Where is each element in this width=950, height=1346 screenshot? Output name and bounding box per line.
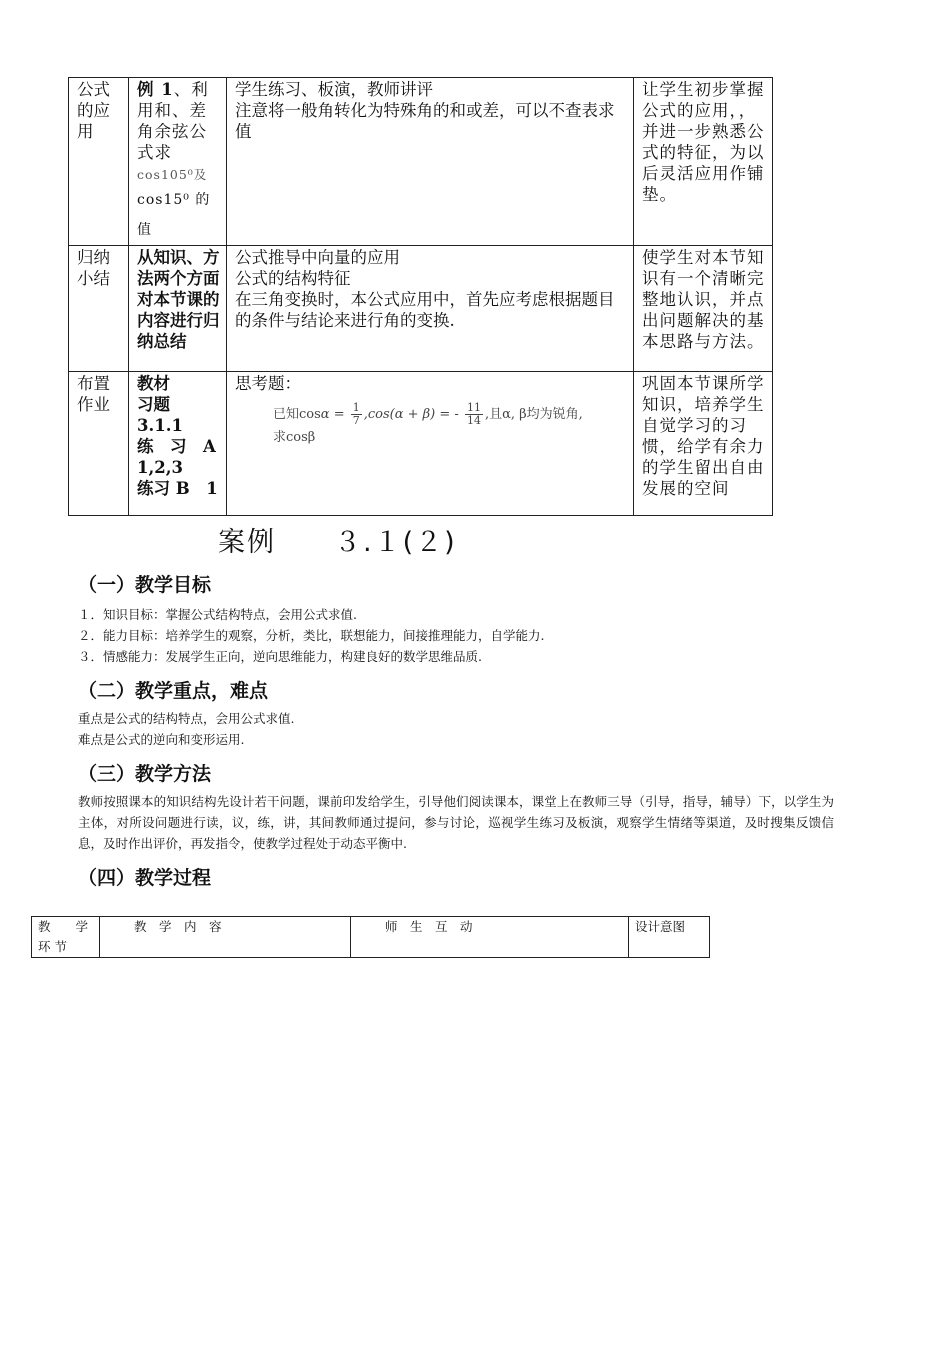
fraction: $\frac{1}{7}$	[352, 401, 360, 427]
interaction-cell: 学生练习、板演，教师讲评 注意将一般角转化为特殊角的和或差，可以不查表求值	[227, 78, 634, 246]
table-row	[69, 246, 773, 372]
header-intent: 设计意图	[629, 917, 710, 958]
intent-cell: 巩固本节课所学知识，培养学生自觉学习的习惯，给学有余力的学生留出自由发展的空间	[634, 372, 773, 516]
stage-cell: 归纳小结	[69, 246, 129, 372]
table-header-row	[32, 917, 710, 958]
intent-cell: 使学生对本节知识有一个清晰完整地认识，并点出问题解决的基本思路与方法。	[634, 246, 773, 372]
keypoints-list	[78, 708, 834, 750]
stage-cell: 布置作业	[69, 372, 129, 516]
list-item: ３．情感能力：发展学生正向，逆向思维能力，构建良好的数学思维品质.	[78, 649, 482, 664]
method-paragraph: 教师按照课本的知识结构先设计若干问题，课前印发给学生，引导他们阅读课本，课堂上在教师三导（引导，指导，辅导）下，以学生为主体，对所设问题进行读，议，练，讲，其间教师通过提问，参与讨论，巡视学生练习及板演，观察学生情绪等渠道，及时搜集反馈信息，及时作出评价，再发指令，使教学过程处于动态平衡中.	[78, 794, 834, 851]
lesson-table-part2	[31, 916, 710, 958]
interaction-cell: 思考题： 已知cosα = $\frac{1}{7}$ ,cos(α + β) = - $\frac{11}{14}$ ,且α, β均为锐角, 求cosβ	[227, 372, 634, 516]
section-heading-method: （三）教学方法	[78, 763, 212, 785]
table-row	[69, 78, 773, 246]
header-content: 教 学 内 容	[100, 917, 351, 958]
fraction: $\frac{11}{14}$	[466, 401, 481, 427]
section-heading-keypoints: （二）教学重点，难点	[78, 680, 269, 702]
case-title: 案例 ３.１(２)	[218, 527, 457, 558]
section-heading-process: （四）教学过程	[78, 867, 212, 889]
intent-cell: 让学生初步掌握公式的应用，，并进一步熟悉公式的特征，为以后灵活应用作铺垫。	[634, 78, 773, 246]
goals-list	[78, 604, 834, 667]
header-interaction: 师 生 互 动	[351, 917, 629, 958]
content-cell: 教材 习题 3.1.1 练 习 A 1,2,3 练习 B 1	[129, 372, 227, 516]
list-item: 难点是公式的逆向和变形运用.	[78, 732, 245, 747]
interaction-cell: 公式推导中向量的应用 公式的结构特征 在三角变换时，本公式应用中，首先应考虑根据题目的条件与结论来进行角的变换.	[227, 246, 634, 372]
list-item: １．知识目标：掌握公式结构特点，会用公式求值.	[78, 607, 357, 622]
lesson-table-part1	[68, 77, 773, 516]
table-row	[69, 372, 773, 516]
list-item: 重点是公式的结构特点，会用公式求值.	[78, 711, 295, 726]
header-stage: 教 学环 节	[32, 917, 100, 958]
thinking-question-formula: 已知cosα = $\frac{1}{7}$ ,cos(α + β) = - $\frac{11}{14}$ ,且α, β均为锐角, 求cosβ	[273, 401, 583, 445]
section-heading-goals: （一）教学目标	[78, 574, 212, 596]
content-cell: 例 1、利用和、差角余弦公式求 cos105⁰及 cos15⁰ 的值	[129, 78, 227, 246]
list-item: ２．能力目标：培养学生的观察，分析，类比，联想能力，间接推理能力，自学能力.	[78, 628, 545, 643]
content-cell: 从知识、方法两个方面对本节课的内容进行归纳总结	[129, 246, 227, 372]
stage-cell: 公式的应用	[69, 78, 129, 246]
